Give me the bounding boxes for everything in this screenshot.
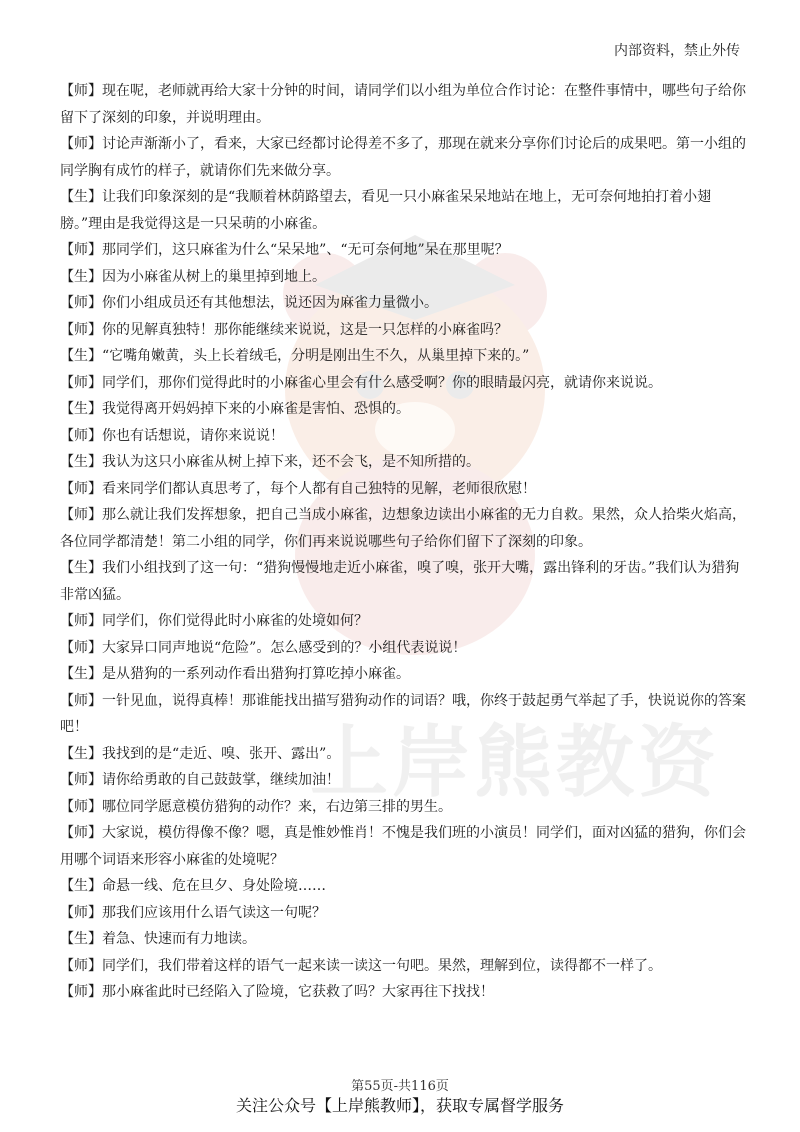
dialogue-line: 【师】请你给勇敢的自己鼓鼓掌，继续加油！ [60,772,340,788]
dialogue-line: 【生】是从猎狗的一系列动作看出猎狗打算吃掉小麻雀。 [60,666,410,682]
dialogue-line: 【生】“它嘴角嫩黄，头上长着绒毛，分明是刚出生不久，从巢里掉下来的。” [60,348,530,364]
dialogue-line: 【生】因为小麻雀从树上的巢里掉到地上。 [60,268,326,285]
dialogue-line: 【生】让我们印象深刻的是“我顺着林荫路望去，看见一只小麻雀呆呆地站在地上，无可奈何地拍打着小翅膀。”理由是我觉得这是一只呆萌的小麻雀。 [60,189,712,232]
dialogue-line: 【师】你的见解真独特！那你能继续来说说，这是一只怎样的小麻雀吗？ [60,321,508,338]
dialogue-line: 【师】看来同学们都认真思考了，每个人都有自己独特的见解，老师很欣慰！ [60,480,536,497]
dialogue-line: 【师】同学们，那你们觉得此时的小麻雀心里会有什么感受啊？你的眼睛最闪亮，就请你来说说。 [60,374,662,391]
dialogue-transcript [60,78,750,1006]
dialogue-line: 【师】你们小组成员还有其他想法，说还因为麻雀力量微小。 [60,295,438,311]
dialogue-line: 【师】大家说，模仿得像不像？嗯，真是惟妙惟肖！不愧是我们班的小演员！同学们，面对凶猛的猎狗，你们会用哪个词语来形容小麻雀的处境呢？ [60,825,746,868]
dialogue-line: 【师】那小麻雀此时已经陷入了险境，它获救了吗？大家再往下找找！ [60,984,494,1000]
dialogue-line: 【生】我找到的是“走近、嗅、张开、露出”。 [60,745,341,762]
dialogue-line: 【师】哪位同学愿意模仿猎狗的动作？来，右边第三排的男生。 [60,798,452,815]
dialogue-line: 【师】那我们应该用什么语气读这一句呢？ [60,904,326,921]
dialogue-line: 【生】我们小组找到了这一句：“猎狗慢慢地走近小麻雀，嗅了嗅，张开大嘴，露出锋利的牙齿。”我们认为猎狗非常凶猛。 [60,560,740,603]
promo-footer: 关注公众号【上岸熊教师】，获取专属督学服务 [235,1096,564,1115]
dialogue-line: 【师】那同学们，这只麻雀为什么“呆呆地”、“无可奈何地”呆在那里呢？ [60,242,509,258]
dialogue-line: 【师】一针见血，说得真棒！那谁能找出描写猎狗动作的词语？哦，你终于鼓起勇气举起了手，快说说你的答案吧！ [60,692,746,735]
brand-watermark: 上岸熊教资 [310,718,721,808]
dialogue-line: 【师】现在呢，老师就再给大家十分钟的时间，请同学们以小组为单位合作讨论：在整件事情中，哪些句子给你留下了深刻的印象，并说明理由。 [60,83,746,126]
dialogue-line: 【师】同学们，我们带着这样的语气一起来读一读这一句吧。果然，理解到位，读得都不一样了。 [60,957,662,974]
dialogue-line: 【生】着急、快速而有力地读。 [60,931,256,947]
dialogue-line: 【师】讨论声渐渐小了，看来，大家已经都讨论得差不多了，那现在就来分享你们讨论后的成果吧。第一小组的同学胸有成竹的样子，就请你们先来做分享。 [60,136,746,179]
dialogue-line: 【生】我认为这只小麻雀从树上掉下来，还不会飞，是不知所措的。 [60,454,480,470]
dialogue-line: 【生】我觉得离开妈妈掉下来的小麻雀是害怕、恐惧的。 [60,401,410,417]
dialogue-line: 【师】同学们，你们觉得此时小麻雀的处境如何？ [60,613,368,629]
confidential-note: 内部资料，禁止外传 [614,43,740,59]
dialogue-line: 【师】大家异口同声地说“危险”。怎么感受到的？小组代表说说！ [60,639,467,656]
dialogue-line: 【师】那么就让我们发挥想象，把自己当成小麻雀，边想象边读出小麻雀的无力自救。果然，众人拾柴火焰高，各位同学都清楚！第二小组的同学，你们再来说说哪些句子给你们留下了深刻的印象。 [60,507,746,550]
page-number: 第55页-共116页 [351,1079,449,1094]
dialogue-line: 【生】命悬一线、危在旦夕、身处险境…… [60,878,326,894]
dialogue-line: 【师】你也有话想说，请你来说说！ [60,427,284,444]
